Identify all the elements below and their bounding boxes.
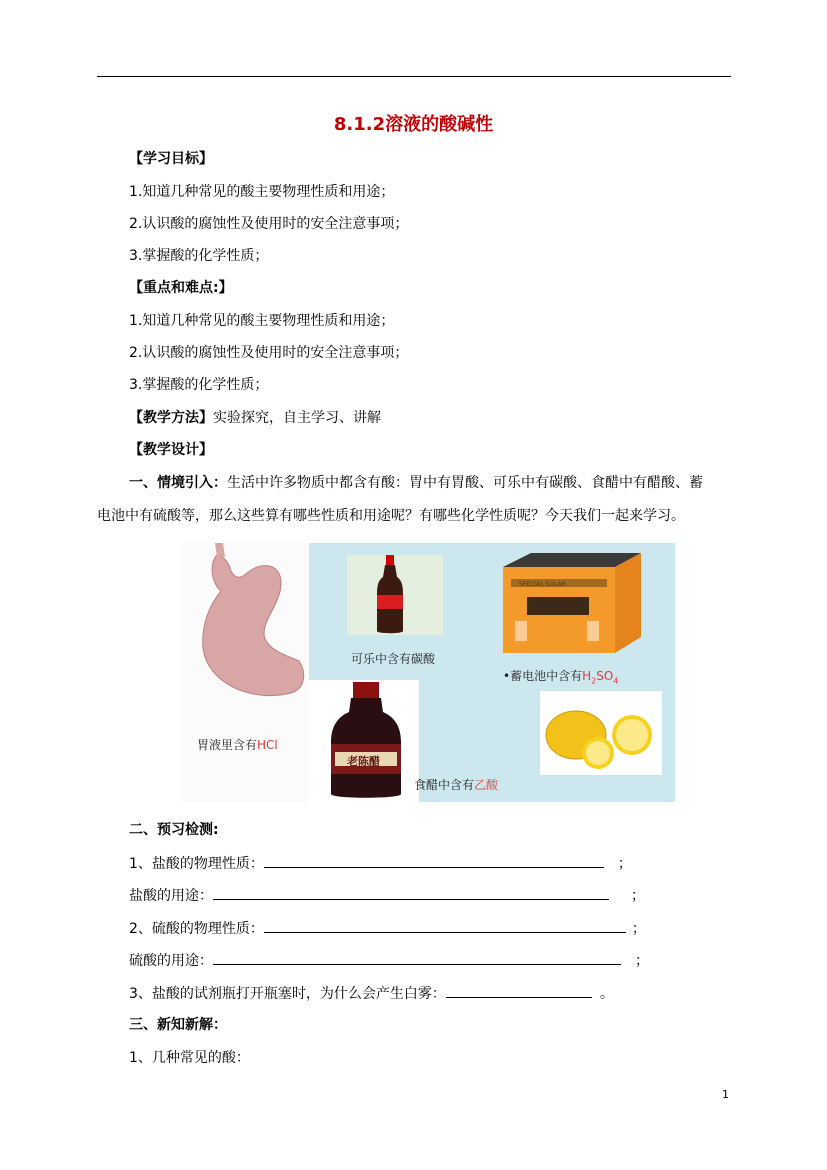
battery-label: SPECIAL SOLAR [519, 581, 566, 588]
design-heading: 【教学设计】 [129, 442, 213, 458]
intro-line-2: 电池中有硫酸等，那么这些算有哪些性质和用途呢？有哪些化学性质呢？今天我们一起来学习。 [97, 508, 685, 524]
preview-q2b: 硫酸的用途： ； [129, 950, 649, 971]
vinegar-panel [309, 680, 419, 802]
stomach-caption: 胃液里含有HCl [197, 738, 278, 752]
answer-blank[interactable] [446, 983, 592, 998]
answer-blank[interactable] [264, 853, 604, 868]
intro-heading: 一、情境引入： [129, 475, 227, 491]
lemon-icon [540, 691, 662, 775]
preview-heading: 二、预习检测: [129, 822, 219, 838]
goal-item: 3.掌握酸的化学性质； [129, 248, 269, 264]
battery-caption: •蓄电池中含有$H_2SO_4$ [503, 669, 619, 686]
preview-q2: 2、硫酸的物理性质： ； [129, 918, 646, 939]
answer-blank[interactable] [213, 885, 609, 900]
battery-icon [495, 545, 645, 657]
cola-panel [309, 543, 493, 680]
lemon-panel [540, 691, 662, 775]
vinegar-caption: 食醋中含有乙酸 [414, 778, 499, 792]
goal-item: 1.知道几种常见的酸主要物理性质和用途； [129, 184, 395, 200]
cola-caption: 可乐中含有碳酸 [351, 652, 436, 666]
acids-collage-image [181, 543, 675, 802]
vinegar-bottle-icon [327, 682, 405, 800]
header-rule [97, 76, 731, 77]
page-title: 8.1.2溶液的酸碱性 [333, 114, 494, 135]
newknow-heading: 三、新知新解： [129, 1017, 227, 1033]
cola-bottle-icon [375, 555, 405, 635]
intro-line-1 [129, 473, 703, 493]
method-text: 实验探究，自主学习、讲解 [213, 410, 381, 426]
answer-blank[interactable] [264, 918, 626, 933]
newknow-item: 1、几种常见的酸： [129, 1050, 250, 1066]
stomach-panel [181, 543, 309, 802]
method-heading: 【教学方法】 [129, 410, 213, 426]
method-line [129, 408, 381, 428]
key-item: 3.掌握酸的化学性质； [129, 377, 269, 393]
vinegar-label: 老陈醋 [347, 755, 380, 768]
preview-q1b: 盐酸的用途： ； [129, 885, 645, 906]
goals-heading: 【学习目标】 [129, 151, 213, 167]
page-number: 1 [722, 1088, 729, 1101]
battery-panel [493, 543, 675, 689]
stomach-icon [181, 543, 309, 713]
goal-item: 2.认识酸的腐蚀性及使用时的安全注意事项； [129, 216, 409, 232]
key-item: 1.知道几种常见的酸主要物理性质和用途； [129, 313, 395, 329]
key-item: 2.认识酸的腐蚀性及使用时的安全注意事项； [129, 345, 409, 361]
preview-q3: 3、盐酸的试剂瓶打开瓶塞时，为什么会产生白雾： 。 [129, 983, 614, 1004]
answer-blank[interactable] [213, 950, 621, 965]
preview-q1: 1、盐酸的物理性质： ； [129, 853, 632, 874]
key-heading: 【重点和难点:】 [129, 280, 233, 296]
intro-text: 生活中许多物质中都含有酸：胃中有胃酸、可乐中有碳酸、食醋中有醋酸、蓄 [227, 475, 703, 491]
